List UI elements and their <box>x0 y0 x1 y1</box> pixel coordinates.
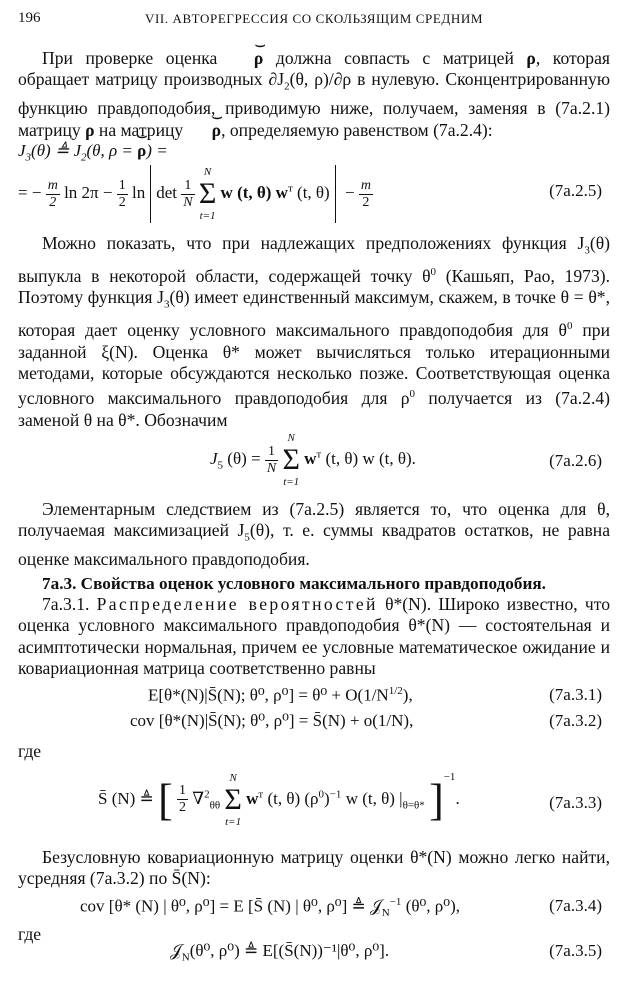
page-number: 196 <box>18 10 41 26</box>
subsection-title: Распределение вероятностей <box>96 593 378 614</box>
paragraph-1: При проверке оценка ⌢ ρ должна совпасть с матрицей ρ, которая обращает матрицу производных $\partial J_2(\theta$, ρ)/∂ρ в нулевую. Сконцентрированную функцию правдоподобия, приводимую ниже, получаем, заменяя в (7а.2.1) матрицу ρ на матрицу ⌢ ρ, определяемую равенством (7а.2.4): <box>18 48 610 141</box>
paragraph-5: Безусловную ковариационную матрицу оценки θ*(N) можно легко найти, усредняя (7а.3.2) по S̄(N): <box>18 846 610 889</box>
equation-line-1: $J_3(\theta)$ ≜ $J_2(\theta$, ρ = ⌢ ρ) = <box>18 141 168 163</box>
paragraph-4: 7а.3.1. Распределение вероятностей θ*(N). Широко известно, что оценка условного максимального правдоподобия θ*(N) — состоятельная и асимптотически нормальная, причем ее условные математическое ожидание и ковариационная матрица соответственно равны <box>18 593 611 678</box>
equation-7a-3-1: E[θ*(N)|S̄(N); θ⁰, $\rho^0] = \theta^0 + O(1/N^{1/2})$, (7а.3.1) <box>148 685 602 706</box>
paragraph-2: Можно показать, что при надлежащих предположениях функция $J_3(\theta)$ выпукла в некоторой области, содержащей точку $\theta^0$ (Кашьяп, Рао, 1973). Поэтому функция $J_3(\theta)$ имеет единственный максимум, скажем, в точке θ = θ*, которая дает оценку условного максимального правдоподобия для $\theta^0$ при заданной ξ(N). Оценка θ* может вычисляться только итерационными методами, которые обсуждаются несколько позже. Соответствующая оценка условного максимального правдоподобия для $\rho^0$ получается из (7а.2.4) заменой θ на θ*. Обозначим <box>18 233 610 430</box>
equation-number: (7а.3.4) <box>549 895 602 915</box>
equation-7a-2-6: $J_5$ (θ) = $\frac{1}{N}$ N Σ t=1 $w^т$ (t, θ) w (t, θ). (7а.2.6) <box>210 432 602 488</box>
equation-line-2: = − $\frac{m}{2}$ ln 2π − $\frac{1}{2}$ ln det $\frac{1}{N}$ N Σ t=1 w (t, θ) $w^т$ (t, θ) − $\frac{m}{2}$ <box>18 166 371 223</box>
where-label-1: где <box>18 741 42 762</box>
equation-7a-2-5 <box>18 141 610 227</box>
equation-number: (7а.2.5) <box>549 181 602 201</box>
equation-7a-3-5: 𝒥$_N$(θ⁰, ρ⁰) ≜ E[(S̄(N))⁻¹|θ⁰, ρ⁰]. (7а.3.5) <box>170 940 602 964</box>
where-label-2: где <box>18 923 42 944</box>
equation-number: (7а.3.2) <box>549 711 602 731</box>
page-header <box>18 8 610 38</box>
equation-number: (7а.3.3) <box>549 792 602 812</box>
running-title: VII. АВТОРЕГРЕССИЯ СО СКОЛЬЗЯЩИМ СРЕДНИМ <box>145 11 483 26</box>
equation-number: (7а.3.1) <box>549 685 602 705</box>
equation-7a-3-4: cov [θ* (N) | θ⁰, ρ⁰] = E [S̄ (N) | θ⁰, ρ⁰] ≜ 𝒥$_N^{-1}$ (θ⁰, ρ⁰), (7а.3.4) <box>80 895 602 919</box>
paragraph-3: Элементарным следствием из (7а.2.5) является то, что оценка для θ, получаемая максимизацией $J_5(\theta)$, т. е. суммы квадратов остатков, не равна оценке максимального правдоподобия. <box>18 499 610 570</box>
equation-7a-3-2: cov [θ*(N)|S̄(N); θ⁰, ρ⁰] = S̄(N) + o(1/N), (7а.3.2) <box>130 711 602 731</box>
equation-7a-3-3: S̄ (N) ≜ [ $\frac{1}{2}$ ∇$^2_{\theta\theta}$ N Σ t=1 $w^т$ (t, θ) $(\rho^0)^{-1}$ w (t, θ) $|_{\theta=\theta*}$ ]$^{-1}$. (7а.3.3) <box>98 770 602 828</box>
section-heading: 7а.3. Свойства оценок условного максимального правдоподобия. <box>42 573 546 593</box>
equation-number: (7а.3.5) <box>549 940 602 960</box>
equation-number: (7а.2.6) <box>549 451 602 470</box>
